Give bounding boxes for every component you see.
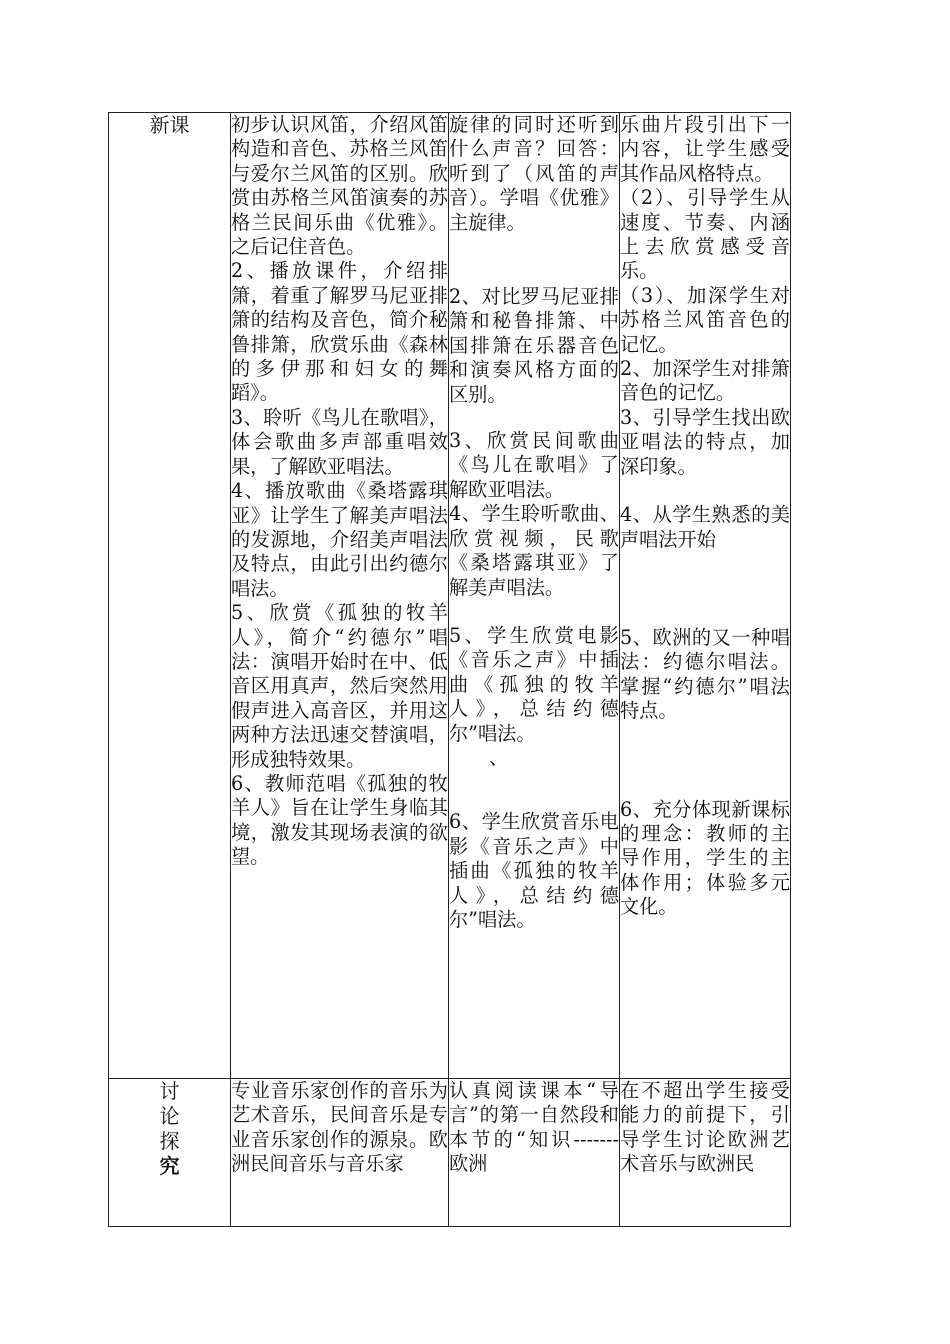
intent-1-2: （2）、引导学生从速度、节奏、内涵上去欣赏感受音乐。 [620,186,790,283]
student-step-2: 2、对比罗马尼亚排箫和秘鲁排箫、中国排箫在乐器音色和演奏风格方面的区别。 [449,285,619,406]
teacher-activity-cell [231,1079,449,1227]
intent-1-3: （3）、加深学生对苏格兰风笛音色的记忆。 [620,283,790,356]
teacher-step-2: 2、播放课件，介绍排箫，着重了解罗马尼亚排箫的结构及音色，简介秘鲁排箫，欣赏乐曲《森林的多伊那和妇女的舞蹈》。 [231,259,448,405]
student-discussion-text: 认真阅读课本“导言”的第一自然段和本节的“知识-------欧洲 [449,1079,619,1176]
student-activity-cell [449,113,620,1079]
intent-4: 4、从学生熟悉的美声唱法开始 [620,503,790,551]
intent-3: 3、引导学生找出欧亚唱法的特点，加深印象。 [620,405,790,478]
teacher-step-4: 4、播放歌曲《桑塔露琪亚》让学生了解美声唱法的发源地，介绍美声唱法及特点，由此引出约德尔唱法。 [231,479,448,600]
intent-6: 6、充分体现新课标的理念：教师的主导作用，学生的主体作用；体验多元文化。 [620,797,790,919]
stage-char: 讨 [159,1079,180,1103]
table-row [109,1079,791,1227]
teacher-step-1: 初步认识风笛，介绍风笛构造和音色、苏格兰风笛与爱尔兰风笛的区别。欣赏由苏格兰风笛演奏的苏格兰民间乐曲《优雅》。之后记住音色。 [231,113,448,259]
student-step-1: 旋律的同时还听到什么声音？回答：听到了（风笛的声音）。学唱《优雅》主旋律。 [449,113,619,234]
stray-mark: 、 [489,745,509,769]
design-intent-cell [620,113,791,1079]
teacher-step-3: 3、聆听《鸟儿在歌唱》，体会歌曲多声部重唱效果，了解欧亚唱法。 [231,405,448,478]
stage-char: 论 [159,1104,180,1128]
student-step-3: 3、欣赏民间歌曲《鸟儿在歌唱》了解欧亚唱法。 [449,429,619,501]
design-intent-cell [620,1079,791,1227]
student-step-4: 4、学生聆听歌曲、欣赏视频，民歌《桑塔露琪亚》了解美声唱法。 [449,502,619,599]
stage-cell-discussion [109,1079,231,1227]
student-activity-cell [449,1079,620,1227]
student-step-5: 5、学生欣赏电影《音乐之声》中插曲《孤独的牧羊人》，总结约德尔”唱法。 [449,623,619,745]
intent-2: 2、加深学生对排箫音色的记忆。 [620,357,790,405]
intent-discussion-text: 在不超出学生接受能力的前提下，引导学生讨论欧洲艺术音乐与欧洲民 [620,1079,790,1176]
student-step-6: 6、学生欣赏音乐电影《音乐之声》中插曲《孤独的牧羊人》，总结约德尔”唱法。 [449,810,619,931]
stage-cell-new-lesson [109,113,231,1079]
intent-5: 5、欧洲的又一种唱法：约德尔唱法。掌握“约德尔”唱法特点。 [620,625,790,723]
teacher-step-5: 5、欣赏《孤独的牧羊人》，简介“约德尔”唱法：演唱开始时在中、低音区用真声，然后突然用假声进入高音区，并用这两种方法迅速交替演唱，形成独特效果。 [231,601,448,771]
intent-1: 乐曲片段引出下一内容，让学生感受其作品风格特点。 [620,113,790,185]
stage-char: 究 [159,1154,180,1178]
stage-char: 探 [159,1129,180,1153]
teacher-step-6: 6、教师范唱《孤独的牧羊人》旨在让学生身临其境，激发其现场表演的欲望。 [231,771,448,869]
teacher-activity-cell [231,113,449,1079]
stage-label: 新课 [149,113,190,137]
table-row [109,113,791,1079]
teacher-discussion-text: 专业音乐家创作的音乐为艺术音乐，民间音乐是专业音乐家创作的源泉。欧洲民间音乐与音乐家 [231,1079,448,1176]
lesson-plan-table [108,112,791,1227]
